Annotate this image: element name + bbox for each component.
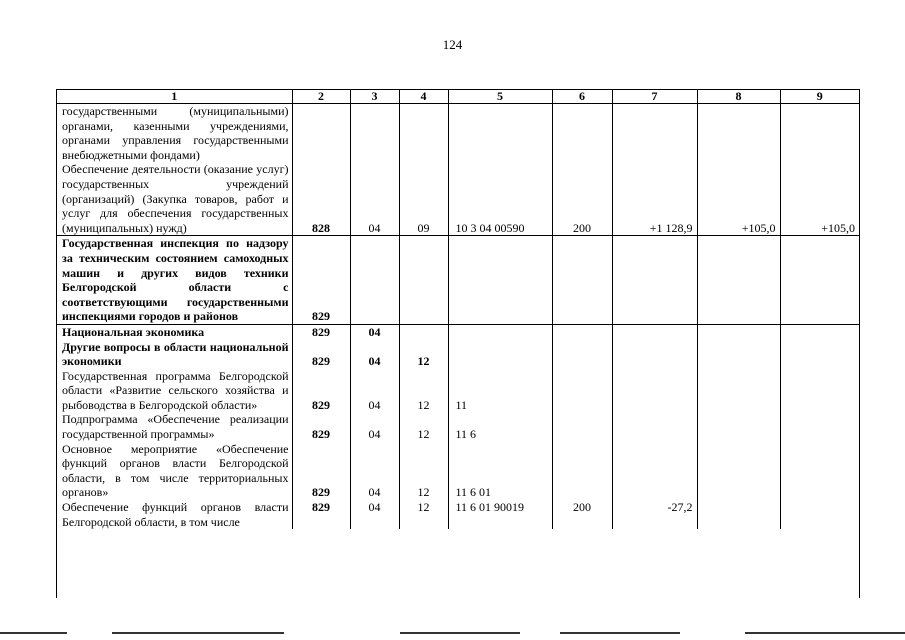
table-row xyxy=(57,500,859,529)
row-description: Другие вопросы в области национальной экономики xyxy=(62,339,289,369)
cell-expense-type xyxy=(552,442,612,500)
row-description: Подпрограмма «Обеспечение реализации государственной программы» xyxy=(62,412,289,442)
cell-ministry-code: 829 xyxy=(292,412,350,441)
cell-section: 04 xyxy=(350,369,399,413)
cell-expense-type: 200 xyxy=(552,104,612,236)
cell-target-article: 11 xyxy=(448,369,552,413)
table-row xyxy=(57,104,859,236)
cell-amount-col8 xyxy=(697,340,780,369)
cell-amount-col7 xyxy=(612,442,697,500)
cell-ministry-code: 829 xyxy=(292,369,350,413)
bottom-edge-segment xyxy=(112,632,284,634)
table-row xyxy=(57,236,859,325)
cell-subsection xyxy=(399,236,448,325)
cell-subsection: 12 xyxy=(399,340,448,369)
cell-amount-col9 xyxy=(780,324,859,339)
row-description: Национальная экономика xyxy=(57,324,292,339)
budget-table xyxy=(57,90,859,529)
page-bottom-edge xyxy=(0,632,905,635)
cell-ministry-code: 829 xyxy=(292,340,350,369)
cell-amount-col9 xyxy=(780,412,859,441)
cell-ministry-code: 829 xyxy=(292,500,350,529)
cell-amount-col8 xyxy=(697,442,780,500)
cell-expense-type: 200 xyxy=(552,500,612,529)
cell-amount-col9 xyxy=(780,340,859,369)
cell-target-article: 11 6 xyxy=(448,412,552,441)
cell-amount-col7 xyxy=(612,412,697,441)
cell-subsection: 12 xyxy=(399,442,448,500)
cell-expense-type xyxy=(552,236,612,325)
cell-amount-col8 xyxy=(697,324,780,339)
col-header-6: 6 xyxy=(552,90,612,104)
cell-target-article xyxy=(448,340,552,369)
bottom-edge-segment xyxy=(560,632,680,634)
cell-subsection: 12 xyxy=(399,412,448,441)
col-header-5: 5 xyxy=(448,90,552,104)
cell-target-article xyxy=(448,236,552,325)
cell-amount-col7 xyxy=(612,340,697,369)
cell-subsection: 09 xyxy=(399,104,448,236)
cell-ministry-code: 829 xyxy=(292,236,350,325)
cell-ministry-code: 829 xyxy=(292,324,350,339)
cell-amount-col9 xyxy=(780,500,859,529)
table-row xyxy=(57,324,859,339)
cell-expense-type xyxy=(552,324,612,339)
col-header-2: 2 xyxy=(292,90,350,104)
bottom-edge-segment xyxy=(745,632,905,634)
cell-target-article: 11 6 01 90019 xyxy=(448,500,552,529)
cell-section: 04 xyxy=(350,442,399,500)
cell-subsection: 12 xyxy=(399,500,448,529)
cell-amount-col9: +105,0 xyxy=(780,104,859,236)
row-description-line: Обеспечение деятельности (оказание услуг) государственных учреждений (организаций) (Закупка товаров, работ и услуг для обеспечения государственных (муниципальных) нужд) xyxy=(62,162,289,235)
cell-target-article xyxy=(448,324,552,339)
table-row xyxy=(57,369,859,413)
cell-expense-type xyxy=(552,412,612,441)
cell-amount-col9 xyxy=(780,442,859,500)
row-description: Государственная инспекция по надзору за техническим состоянием самоходных машин и других видов техники Белгородской области с соответствующими государственными инспекциями городов и районов xyxy=(57,236,292,325)
cell-amount-col8 xyxy=(697,236,780,325)
row-description xyxy=(57,104,292,236)
cell-section xyxy=(350,236,399,325)
row-description: Государственная программа Белгородской области «Развитие сельского хозяйства и рыбоводства в Белгородской области» xyxy=(62,368,289,412)
cell-amount-col7: -27,2 xyxy=(612,500,697,529)
row-description-line: государственными (муниципальными) органами, казенными учреждениями, органами управления государственными внебюджетными фондами) xyxy=(62,104,289,162)
page-number: 124 xyxy=(442,37,463,52)
cell-section: 04 xyxy=(350,500,399,529)
cell-amount-col8 xyxy=(697,500,780,529)
cell-expense-type xyxy=(552,340,612,369)
bottom-edge-segment xyxy=(400,632,520,634)
col-header-1: 1 xyxy=(57,90,292,104)
col-header-3: 3 xyxy=(350,90,399,104)
col-header-9: 9 xyxy=(780,90,859,104)
cell-amount-col7 xyxy=(612,324,697,339)
cell-ministry-code: 828 xyxy=(292,104,350,236)
table-row xyxy=(57,412,859,441)
col-header-4: 4 xyxy=(399,90,448,104)
cell-section: 04 xyxy=(350,324,399,339)
col-header-8: 8 xyxy=(697,90,780,104)
cell-subsection: 12 xyxy=(399,369,448,413)
cell-amount-col9 xyxy=(780,236,859,325)
cell-section: 04 xyxy=(350,340,399,369)
cell-amount-col8 xyxy=(697,369,780,413)
table-row xyxy=(57,340,859,369)
cell-subsection xyxy=(399,324,448,339)
cell-amount-col7 xyxy=(612,236,697,325)
cell-amount-col8 xyxy=(697,412,780,441)
cell-amount-col8: +105,0 xyxy=(697,104,780,236)
col-header-7: 7 xyxy=(612,90,697,104)
table-row xyxy=(57,442,859,500)
row-description: Основное мероприятие «Обеспечение функций органов власти Белгородской области, в том числе территориальных органов» xyxy=(62,441,289,500)
cell-section: 04 xyxy=(350,412,399,441)
budget-table-frame xyxy=(56,89,860,598)
cell-amount-col9 xyxy=(780,369,859,413)
cell-expense-type xyxy=(552,369,612,413)
cell-target-article: 10 3 04 00590 xyxy=(448,104,552,236)
cell-section: 04 xyxy=(350,104,399,236)
cell-amount-col7: +1 128,9 xyxy=(612,104,697,236)
cell-amount-col7 xyxy=(612,369,697,413)
row-description: Обеспечение функций органов власти Белгородской области, в том числе xyxy=(62,500,289,529)
bottom-edge-segment xyxy=(0,632,67,634)
cell-ministry-code: 829 xyxy=(292,442,350,500)
cell-target-article: 11 6 01 xyxy=(448,442,552,500)
header-row xyxy=(57,90,859,104)
